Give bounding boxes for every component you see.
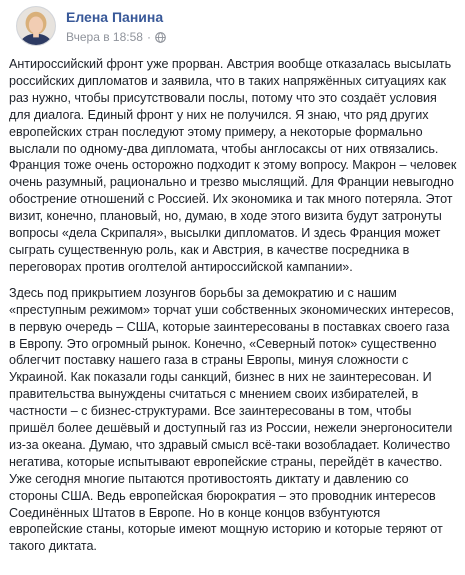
author-name[interactable]: Елена Панина bbox=[66, 9, 164, 25]
post-paragraph-1: Антироссийский фронт уже прорван. Австрия вообще отказалась высылать российских дипломатов и заявила, что в таких напряжённых ситуациях как раз нужно, чтобы присутствовали послы, потому что это создаёт условия для диалога. Единый фронт у них не получился. Я знаю, что ряд других европейских стран последуют этому примеру, а некоторые формально выслали по одному-два дипломата, чтобы англосаксы от них отвязались. Франция тоже очень осторожно подходит к этому вопросу. Макрон – человек очень разумный, рационально и трезво мыслящий. Для Франции невыгодно обострение отношений с Россией. Их экономика и так много потеряла. Этот визит, конечно, плановый, но, думаю, в ходе этого визита будут затронуты вопросы «дела Скрипаля», высылки дипломатов. И здесь Франция может сыграть существенную роль, как и Австрия, в качестве посредника в переговорах против оголтелой антироссийской кампании». bbox=[9, 57, 457, 274]
avatar-image bbox=[17, 7, 55, 45]
meta-separator: · bbox=[146, 30, 151, 44]
post-meta bbox=[66, 30, 166, 44]
globe-icon[interactable] bbox=[155, 32, 166, 43]
post-paragraph-2: Здесь под прикрытием лозунгов борьбы за демократию и с нашим «преступным режимом» торчат уши собственных экономических интересов, в первую очередь – США, которые заинтересованы в поставках своего газа в Европу. Это огромный рынок. Конечно, «Северный поток» существенно облегчит поставку нашего газа в страны Европы, минуя сложности с Украиной. Как показали годы санкций, бизнес в них не заинтересован. И правительства вынуждены считаться с мнением своих избирателей, в частности – с бизнес-структурами. Все заинтересованы в том, чтобы пришёл более дешёвый и доступный газ из России, нежели энергоносители из-за океана. Думаю, что здравый смысл всё-таки возобладает. Количество негатива, которые испытывают европейские страны, перейдёт в качество. Уже сегодня многие пытаются противостоять диктату и давлению со стороны США. Ведь европейская бюрократия – это проводник интересов Соединённых Штатов в Европе. Но в конце концов взбунтуются европейские станы, которые имеют мощную историю и которые теряют от такого диктата. bbox=[9, 285, 455, 554]
avatar[interactable] bbox=[16, 6, 56, 46]
post-header bbox=[8, 0, 457, 56]
post-body bbox=[8, 56, 457, 555]
post-timestamp[interactable]: Вчера в 18:58 bbox=[66, 30, 143, 44]
